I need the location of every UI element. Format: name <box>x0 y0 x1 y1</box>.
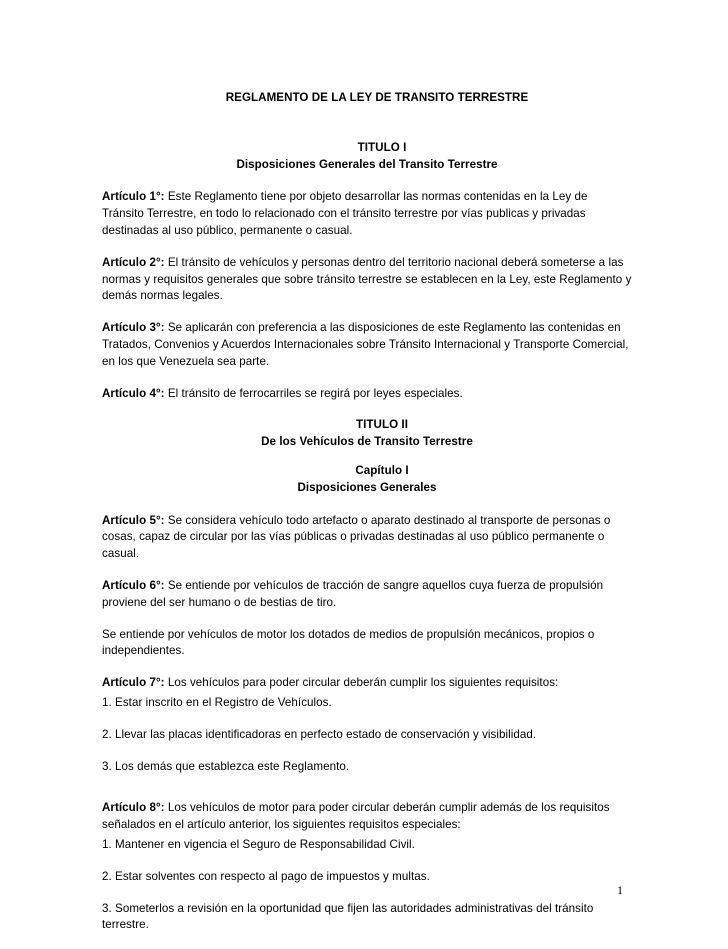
titulo-1-heading <box>102 140 632 174</box>
article-7 <box>102 675 632 692</box>
article-3-label: Artículo 3°: <box>102 321 165 335</box>
article-7-text: Los vehículos para poder circular deberán cumplir los siguientes requisitos: <box>164 676 559 690</box>
titulo-1-subtitle: Disposiciones Generales del Transito Terrestre <box>236 157 498 171</box>
article-6 <box>102 578 632 612</box>
article-8-label: Artículo 8°: <box>102 801 165 815</box>
article-7-item-3: 3. Los demás que establezca este Reglamento. <box>102 759 350 773</box>
article-4-text: El tránsito de ferrocarriles se regirá por leyes especiales. <box>164 386 463 400</box>
article-5 <box>102 513 632 563</box>
article-8-text: Los vehículos de motor para poder circular deberán cumplir además de los requisitos señalados en el artículo anterior, los siguientes requisitos especiales: <box>102 801 610 832</box>
article-5-label: Artículo 5°: <box>102 513 165 527</box>
titulo-2-heading <box>102 417 632 451</box>
article-4 <box>102 386 632 403</box>
article-8-item-2: 2. Estar solventes con respecto al pago de impuestos y multas. <box>102 869 430 883</box>
article-1-text: Este Reglamento tiene por objeto desarrollar las normas contenidas en la Ley de Tránsito Terrestre, en todo lo relacionado con el tránsito terrestre por vías publicas y privadas destinadas al uso público, permanente o casual. <box>102 190 588 237</box>
capitulo-1-subtitle: Disposiciones Generales <box>297 480 437 494</box>
article-4-label: Artículo 4°: <box>102 386 165 400</box>
article-1-label: Artículo 1°: <box>102 190 165 204</box>
article-2 <box>102 255 632 305</box>
article-6-text: Se entiende por vehículos de tracción de sangre aquellos cuya fuerza de propulsión proviene del ser humano o de bestias de tiro. <box>102 578 604 609</box>
page-number: 1 <box>617 883 623 897</box>
article-8-item-3: 3. Someterlos a revisión en la oportunidad que fijen las autoridades administrativas del tránsito terrestre. <box>102 901 594 932</box>
document-title: REGLAMENTO DE LA LEY DE TRANSITO TERRESTRE <box>225 91 529 104</box>
titulo-1-label: TITULO I <box>357 140 407 154</box>
article-2-text: El tránsito de vehículos y personas dentro del territorio nacional deberá someterse a las normas y requisitos generales que sobre tránsito terrestre se establecen en la Ley, este Reglamento y demás normas legales. <box>102 255 632 303</box>
article-3-text: Se aplicarán con preferencia a las disposiciones de este Reglamento las contenidas en Tratados, Convenios y Acuerdos Internacionales sobre Tránsito Internacional y Transporte Comercial, en los que Venezuela sea parte. <box>102 321 629 368</box>
article-8 <box>102 800 632 834</box>
document-body <box>102 90 632 949</box>
article-7-item-2: 2. Llevar las placas identificadoras en perfecto estado de conservación y visibilidad. <box>102 727 537 741</box>
article-6-label: Artículo 6°: <box>102 578 165 592</box>
article-5-text: Se considera vehículo todo artefacto o aparato destinado al transporte de personas o cosas, capaz de circular por las vías públicas o privadas destinadas al uso público permanente o casual. <box>102 513 611 561</box>
titulo-2-subtitle: De los Vehículos de Transito Terrestre <box>261 435 473 449</box>
article-7-label: Artículo 7°: <box>102 676 165 690</box>
capitulo-1-label: Capítulo I <box>355 463 409 477</box>
article-6-paragraph-2: Se entiende por vehículos de motor los dotados de medios de propulsión mecánicos, propios o independientes. <box>102 627 595 658</box>
capitulo-1-heading <box>102 463 632 497</box>
article-1 <box>102 189 632 239</box>
titulo-2-label: TITULO II <box>356 418 408 432</box>
article-7-item-1: 1. Estar inscrito en el Registro de Vehículos. <box>102 695 332 709</box>
article-3 <box>102 320 632 370</box>
article-8-item-1: 1. Mantener en vigencia el Seguro de Responsabilidad Civil. <box>102 837 415 851</box>
article-2-label: Artículo 2°: <box>102 255 165 269</box>
